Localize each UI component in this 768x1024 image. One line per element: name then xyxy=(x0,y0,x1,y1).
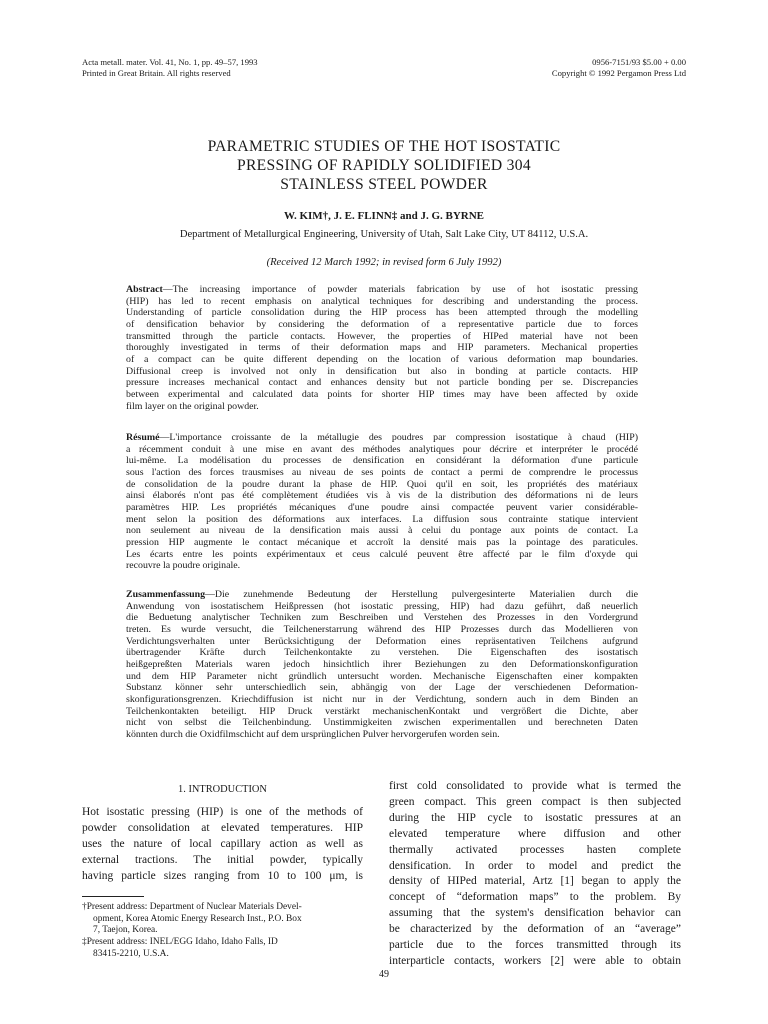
resume-line: ment selon la position des déformations aux interfaces. La diffusion sous contrainte statique intervient xyxy=(126,513,638,525)
body-line: uses the nature of local capillary action as well as xyxy=(82,837,363,850)
abstract-german xyxy=(126,589,638,741)
body-line: interparticle contacts, workers [2] were able to obtain xyxy=(389,954,681,967)
footnote-line: 83415-2210, U.S.A. xyxy=(93,948,169,959)
zusammenfassung-line: Teilchenkontakten beteiligt. HIP Druck verstärkt mechanischenKontakt und vergrößert die Dichte, aber xyxy=(126,705,638,717)
zusammenfassung-line: Verdichtungsverhalten unter Berücksichtigung der Deformation eines repräsentativen Teilchens aufgrund xyxy=(126,635,638,647)
copyright-block xyxy=(552,57,686,78)
article-title xyxy=(82,137,686,194)
abstract-line: pressure increases mechanical contact and enhances density but not particle bonding per se. Discrepancies xyxy=(126,377,638,389)
body-line: be characterized by the deformation of an “average” xyxy=(389,923,681,936)
abstract-english xyxy=(126,284,638,412)
zusammenfassung-line: heißgepreßten Materials waren jedoch hinsichtlich ihrer Beziehungen zu den Deformationskonfiguration xyxy=(126,658,638,670)
footnote-double-dagger xyxy=(82,937,363,960)
body-column-right xyxy=(389,779,681,970)
resume-line: —L'importance croissante de la métallugie des poudres par compression isostatique à chaud (HIP) xyxy=(159,432,638,443)
body-line: assuming that the system's densification behavior can xyxy=(389,907,681,920)
section-heading-introduction: 1. INTRODUCTION xyxy=(178,784,267,795)
printed-in-line: Printed in Great Britain. All rights reserved xyxy=(82,67,231,78)
body-line: elevated temperature where diffusion and other xyxy=(389,827,681,840)
page-number: 49 xyxy=(379,969,389,980)
zusammenfassung-line: Anwendung von isostatischem Heißpressen (hot isostatic pressing, HIP) had dazu geführt, daß neuerlich xyxy=(126,600,638,612)
zusammenfassung-line: Substanz könner sehr unterschiedlich sein, abhängig von der Lage der verschiedenen Deformation- xyxy=(126,682,638,694)
title-line: PARAMETRIC STUDIES OF THE HOT ISOSTATIC xyxy=(207,138,561,155)
resume-line: Les écarts entre les points expérimentaux et ceus calculé peuvent être affecté par le film d'oxyde qui xyxy=(126,548,638,560)
body-line: first cold consolidated to provide what is termed the xyxy=(389,780,681,792)
footnote-line: †Present address: Department of Nuclear Materials Devel- xyxy=(82,902,302,912)
zusammenfassung-line: könnten durch die Oxidfilmschicht auf dem ursprünglichen Pulver hervorgerufen worden sein. xyxy=(126,728,500,740)
author-list: W. KIM†, J. E. FLINN‡ and J. G. BYRNE xyxy=(283,210,485,222)
resume-line: ainsi élaborés n'ont pas été complètement étudiées vis à vis de la distribution des déformations ni de leurs xyxy=(126,490,638,502)
abstract-line: of a compact can be quite different depending on the location of various deformation map boundaries. xyxy=(126,353,638,365)
zusammenfassung-line: nicht von selbst die Teilchenbindung. Unstimmigkeiten zwischen experimentallen und berechneten Daten xyxy=(126,717,638,729)
footnote-line: ‡Present address: INEL/EGG Idaho, Idaho Falls, ID xyxy=(82,937,278,947)
resume-line: pression HIP augmente le contact mécanique et accroît la densité mais pas la pointage des paraticules. xyxy=(126,536,638,548)
abstract-line: Diffusional creep is involved not only in densification but also in bonding at particle contacts. HIP xyxy=(126,365,638,377)
abstract-line: transmitted through the particle contacts. However, the properties of HIPed material have not been xyxy=(126,330,638,342)
abstract-line: —The increasing importance of powder materials fabrication by use of hot isostatic pressing xyxy=(162,284,638,295)
body-line: green compact. This green compact is then subjected xyxy=(389,795,681,808)
body-line: densification. In order to model and predict the xyxy=(389,859,681,872)
footnote-rule xyxy=(82,896,144,897)
body-line: powder consolidation at elevated temperatures. HIP xyxy=(82,821,363,834)
zusammenfassung-line: übertragender Kräfte durch Teilchenkontakte zu verstehen. Die Eigenschaften des isostatisch xyxy=(126,647,638,659)
body-line: external tractions. The initial powder, typically xyxy=(82,853,363,866)
body-line: during the HIP cycle to isostatic pressures at an xyxy=(389,811,681,824)
issn-price-line: 0956-7151/93 $5.00 + 0.00 xyxy=(592,57,686,67)
zusammenfassung-line: skonfigurationsgrenzen. Kriechdiffusion ist nicht nur in der Verdichtung, sondern auch in dem Binden an xyxy=(126,693,638,705)
resume-line: recouvre la poudre originale. xyxy=(126,560,241,572)
abstract-line: of densification behavior by considering the deformation of a representative particle due to forces xyxy=(126,318,638,330)
footnote-line: 7, Taejon, Korea. xyxy=(93,925,158,936)
citation-line: Acta metall. mater. Vol. 41, No. 1, pp. 49–57, 1993 xyxy=(82,57,258,67)
body-line: particle due to the forces transmitted through its xyxy=(389,939,681,952)
zusammenfassung-line: die Beduetung analytischer Techniken zum Beschreiben und Verstehen des Prozesses in den Vordergrund xyxy=(126,612,638,624)
body-line: having particle sizes ranging from 10 to 100 μm, is xyxy=(82,869,363,882)
resume-line: non seulement au niveau de la densification mais aussi à celui du pontage aux points de contact. La xyxy=(126,525,638,537)
abstract-line: film layer on the original powder. xyxy=(126,400,259,412)
resume-line: de consolidation de la poudre durant la phase de HIP. Quoi qu'il en soit, les propriétés des matériaux xyxy=(126,478,638,490)
footnote-line: opment, Korea Atomic Energy Research Inst., P.O. Box xyxy=(93,913,302,924)
body-line: thermally activated processes hasten complete xyxy=(389,843,681,856)
abstract-line: between experimental and calculated data points for shorter HIP times may have been affected by oxide xyxy=(126,388,638,400)
zusammenfassung-line: treten. Es wurde versucht, die Teilchenerstarrung während des HIP Prozesses durch das Modellieren von xyxy=(126,623,638,635)
resume-lead: Résumé xyxy=(126,432,160,443)
zusammenfassung-line: —Die zunehmende Bedeutung der Herstellung pulvergesinterte Materialien durch die xyxy=(205,589,638,600)
copyright-line: Copyright © 1992 Pergamon Press Ltd xyxy=(551,67,686,78)
title-line: PRESSING OF RAPIDLY SOLIDIFIED 304 xyxy=(237,157,531,174)
received-dates: (Received 12 March 1992; in revised form 6 July 1992) xyxy=(266,257,502,268)
body-line: density of HIPed material, Artz [1] began to apply the xyxy=(389,875,681,888)
resume-line: a récemment conduit à une mise en avant des méthodes analytiques pour décrire et interpréter le procédé xyxy=(126,443,638,455)
abstract-line: (HIP) has led to recent emphasis on analytical techniques for describing and understanding the process. xyxy=(126,295,638,307)
body-line: Hot isostatic pressing (HIP) is one of the methods of xyxy=(82,806,363,818)
title-line: STAINLESS STEEL POWDER xyxy=(280,176,488,193)
abstract-line: thoroughly investigated in terms of their deformation maps and HIP parameters. Mechanical properties xyxy=(126,342,638,354)
abstract-french xyxy=(126,432,638,572)
resume-line: sous l'action des forces trausmises au niveau de ses points de contact a permi de comprendre le processus xyxy=(126,466,638,478)
abstract-line: Understanding of particle consolidation during the HIP process has been attempted through the modelling xyxy=(126,307,638,319)
abstract-lead: Abstract xyxy=(126,284,163,295)
zusammenfassung-lead: Zusammenfassung xyxy=(126,589,206,600)
body-line: concept of “deformation maps” to the problem. By xyxy=(389,891,681,904)
zusammenfassung-line: und dem HIP Parameter nicht gründlich untersucht worden. Mechanische Eigenschaften einer kompakten xyxy=(126,670,638,682)
journal-citation xyxy=(82,57,258,78)
resume-line: paramètres HIP. Les propriétés mécaniques d'une poudre ainsi compactée peuvent varier considérable- xyxy=(126,501,638,513)
footnote-dagger xyxy=(82,902,363,937)
resume-line: lui-même. La modélisation du processes de densification en considérant la déformation d'une particule xyxy=(126,455,638,467)
affiliation: Department of Metallurgical Engineering, University of Utah, Salt Lake City, UT 84112, U.S.A. xyxy=(179,229,589,240)
body-column-left xyxy=(82,805,363,885)
